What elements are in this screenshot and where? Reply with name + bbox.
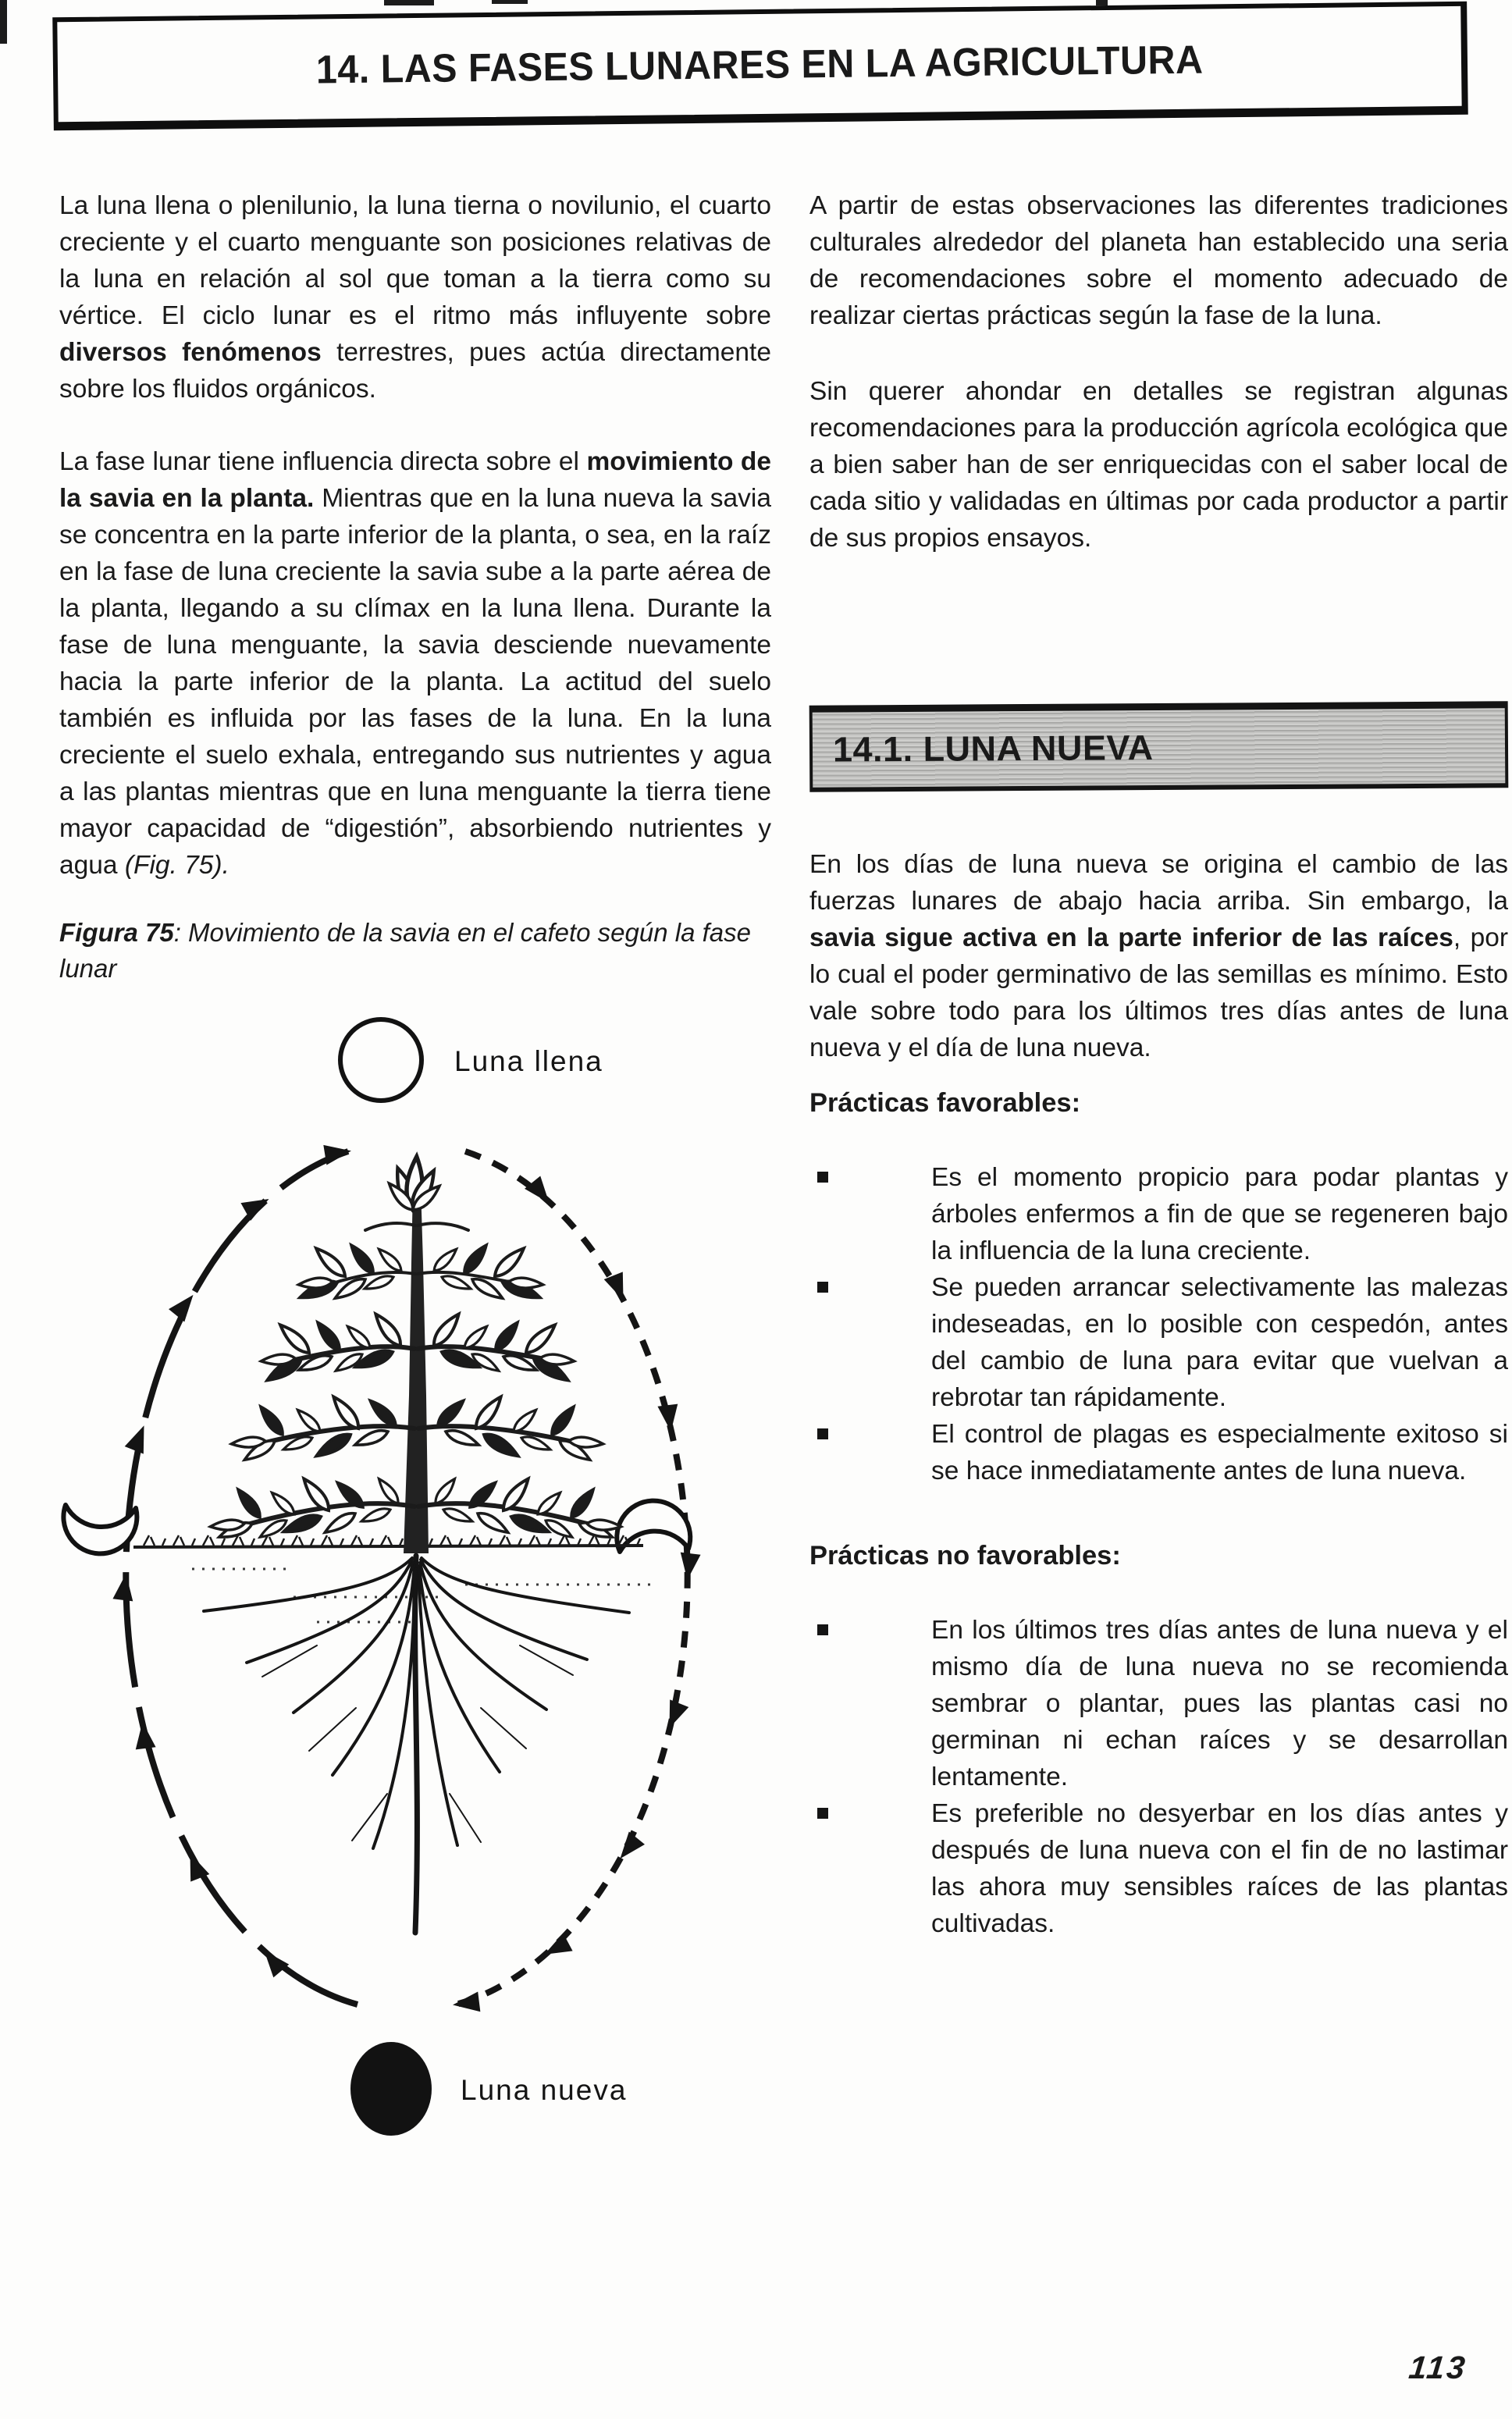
paragraph-new-moon: En los días de luna nueva se origina el cambio de las fuerzas lunares de abajo hacia arriba. Sin embargo, la savia sigue activa en la parte inferior de las raíces, por lo cual el poder germinativo de las semillas es mínimo. Esto vale sobre todo para los últimos tres días antes de luna nueva y el día de luna nueva. <box>809 850 1508 1062</box>
new-moon-label: Luna nueva <box>461 2074 628 2106</box>
unfavorable-practices-list <box>809 1612 1508 1942</box>
unfavorable-practices-heading: Prácticas no favorables: <box>809 1541 1121 1571</box>
bullet-marker <box>817 1624 828 1635</box>
chapter-title: 14. LAS FASES LUNARES EN LA AGRICULTURA <box>315 37 1204 91</box>
figure-caption: Figura 75: Movimiento de la savia en el cafeto según la fase lunar <box>59 918 751 983</box>
list-item: En los últimos tres días antes de luna nueva y el mismo día de luna nueva no se recomienda sembrar o plantar, pues las plantas casi no germinan ni echan raíces y se desarrollan lentamente. <box>809 1612 1508 1795</box>
list-item: Es preferible no desyerbar en los días antes y después de luna nueva con el fin de no lastimar las ahora muy sensibles raíces de las plantas cultivadas. <box>809 1795 1508 1942</box>
paragraph-moon-positions: La luna llena o plenilunio, la luna tierna o novilunio, el cuarto creciente y el cuarto menguante son posiciones relativas de la luna en relación al sol que toman a la tierra como su vértice. El ciclo lunar es el ritmo más influyente sobre diversos fenómenos terrestres, pues actúa directamente sobre los fluidos orgánicos. <box>59 191 771 404</box>
roots <box>204 1556 629 1933</box>
favorable-practices-list <box>809 1159 1508 1489</box>
full-moon-icon <box>340 1019 422 1101</box>
coffee-tree <box>210 1156 621 1553</box>
list-item: El control de plagas es especialmente exitoso si se hace inmediatamente antes de luna nueva. <box>809 1416 1508 1489</box>
paragraph-recommendations: Sin querer ahondar en detalles se registran algunas recomendaciones para la producción agrícola ecológica que a bien saber han de ser enriquecidas con el saber local de cada sitio y validadas en últimas por cada productor a partir de sus propios ensayos. <box>809 377 1508 553</box>
bullet-marker <box>817 1808 828 1819</box>
favorable-practices-heading: Prácticas favorables: <box>809 1088 1081 1118</box>
bullet-marker <box>817 1428 828 1439</box>
bullet-marker <box>817 1172 828 1183</box>
left-column <box>59 187 771 2145</box>
scan-artifact <box>492 0 528 4</box>
section-header-14-1 <box>809 701 1509 792</box>
list-item: Es el momento propicio para podar plantas y árboles enfermos a fin de que se regeneren bajo la influencia de la luna creciente. <box>809 1159 1508 1269</box>
right-column <box>809 187 1508 1994</box>
ground-line <box>133 1546 643 1547</box>
chapter-title-box <box>52 2 1468 131</box>
sap-cycle-diagram <box>59 1005 770 2145</box>
figure-75-sap-cycle <box>59 1005 771 2145</box>
list-item: Se pueden arrancar selectivamente las malezas indeseadas, en lo posible con cespedón, antes del cambio de luna para evitar que vuelvan a rebrotar tan rápidamente. <box>809 1269 1508 1416</box>
paragraph-traditions: A partir de estas observaciones las diferentes tradiciones culturales alrededor del planeta han establecido una seria de recomendaciones sobre el momento adecuado de realizar ciertas prácticas según la fase de la luna. <box>809 191 1508 330</box>
paragraph-sap-movement: La fase lunar tiene influencia directa sobre el movimiento de la savia en la planta. Mientras que en la luna nueva la savia se concentra en la parte inferior de la planta, o sea, en la raíz en la fase de luna creciente la savia sube a la parte aérea de la planta, llegando a su clímax en la luna llena. Durante la fase de luna menguante, la savia desciende nuevamente hacia la parte inferior de la planta. La actitud del suelo también es influida por las fases de la luna. En la luna creciente el suelo exhala, entregando sus nutrientes y agua a las plantas mientras que en luna menguante la tierra tiene mayor capacidad de “digestión”, absorbiendo nutrientes y agua (Fig. 75). <box>59 447 771 880</box>
new-moon-icon <box>350 2042 432 2136</box>
page-number: 113 <box>1407 2350 1469 2385</box>
scan-artifact <box>384 0 434 5</box>
full-moon-label: Luna llena <box>454 1045 603 1077</box>
bullet-marker <box>817 1282 828 1293</box>
scan-artifact <box>0 0 7 44</box>
section-title: 14.1. LUNA NUEVA <box>832 727 1154 770</box>
